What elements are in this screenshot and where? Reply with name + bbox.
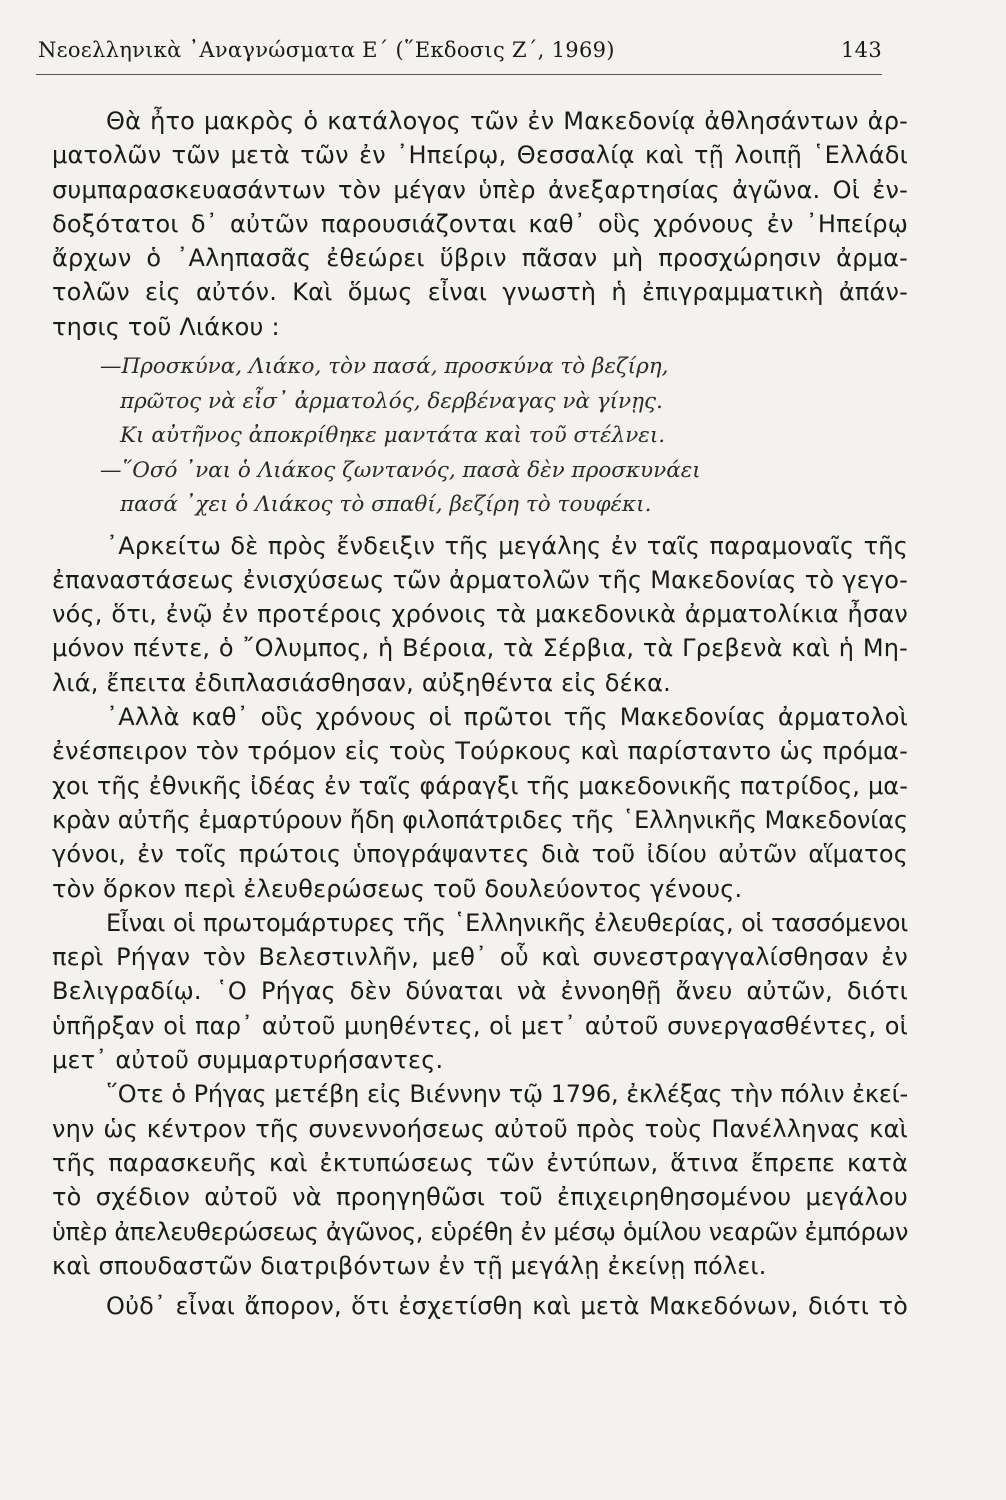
verse-line: Κι αὐτῆνος ἀποκρίθηκε μαντάτα καὶ τοῦ στέλνει. [120, 423, 666, 449]
text-line: ἐνέσπειρον τὸν τρόμον εἰς τοὺς Τούρκους καὶ παρίσταντο ὡς πρόμα- [52, 737, 908, 766]
verse-block [52, 350, 908, 523]
text-line: τησις τοῦ Λιάκου : [52, 312, 280, 341]
text-line: καὶ σπουδαστῶν διατριβόντων ἐν τῇ μεγάλῃ ἐκείνῃ πόλει. [52, 1251, 767, 1280]
text-line: τὸ σχέδιον αὐτοῦ νὰ προηγηθῶσι τοῦ ἐπιχειρηθησομένου μεγάλου [52, 1183, 908, 1212]
text-line: ματολῶν τῶν μετὰ τῶν ἐν ᾿Ηπείρῳ, Θεσσαλίᾳ καὶ τῇ λοιπῇ ῾Ελλάδι [52, 141, 908, 170]
text-line: τὸν ὅρκον περὶ ἐλευθερώσεως τοῦ δουλεύοντος γένους. [52, 874, 743, 903]
text-line: λιά, ἔπειτα ἐδιπλασιάσθησαν, αὐξηθέντα εἰς δέκα. [52, 668, 671, 697]
text-line: τολῶν εἰς αὐτόν. Καὶ ὅμως εἶναι γνωστὴ ἡ ἐπιγραμματικὴ ἀπάν- [52, 278, 908, 307]
verse-line: —Προσκύνα, Λιάκο, τὸν πασά, προσκύνα τὸ βεζίρη, [100, 354, 669, 380]
header-title: Νεοελληνικὰ ᾿Αναγνώσματα Ε΄ (῞Εκδοσις Ζ΄, 1969) [38, 38, 615, 62]
verse-line: —῞Οσό ᾿ναι ὁ Λιάκος ζωντανός, πασὰ δὲν προσκυνάει [100, 457, 701, 483]
paragraph-1 [52, 104, 908, 344]
verse-line: πασά ᾿χει ὁ Λιάκος τὸ σπαθί, βεζίρη τὸ τουφέκι. [120, 492, 652, 518]
text-line: δοξότατοι δ᾿ αὐτῶν παρουσιάζονται καθ᾿ οὓς χρόνους ἐν ᾿Ηπείρῳ [52, 209, 908, 238]
paragraph-2 [52, 529, 908, 700]
text-line: Θὰ ἦτο μακρὸς ὁ κατάλογος τῶν ἐν Μακεδονίᾳ ἀθλησάντων ἀρ- [106, 107, 908, 135]
text-line: ὑπῆρξαν οἱ παρ᾿ αὐτοῦ μυηθέντες, οἱ μετ᾿ αὐτοῦ συνεργασθέντες, οἱ [52, 1011, 908, 1040]
text-line: συμπαρασκευασάντων τὸν μέγαν ὑπὲρ ἀνεξαρτησίας ἀγῶνα. Οἱ ἐν- [52, 175, 908, 204]
text-line: χοι τῆς ἐθνικῆς ἰδέας ἐν ταῖς φάραγξι τῆς μακεδονικῆς πατρίδος, μα- [52, 771, 908, 800]
paragraph-5 [52, 1077, 908, 1283]
paragraph-6 [52, 1289, 908, 1323]
page-number: 143 [841, 38, 882, 62]
page-body [52, 104, 908, 1323]
text-line: τῆς παρασκευῆς καὶ ἐκτυπώσεως τῶν ἐντύπων, ἅτινα ἔπρεπε κατὰ [52, 1148, 908, 1177]
text-line: μόνον πέντε, ὁ ῎Ολυμπος, ἡ Βέροια, τὰ Σέρβια, τὰ Γρεβενὰ καὶ ἡ Μη- [52, 634, 908, 663]
text-line: ᾿Αρκείτω δὲ πρὸς ἔνδειξιν τῆς μεγάλης ἐν ταῖς παραμοναῖς τῆς [106, 531, 908, 560]
text-line: νην ὡς κέντρον τῆς συνεννοήσεως αὐτοῦ πρὸς τοὺς Πανέλληνας καὶ [52, 1114, 908, 1143]
text-line: περὶ Ρήγαν τὸν Βελεστινλῆν, μεθ᾿ οὗ καὶ συνεστραγγαλίσθησαν ἐν [52, 943, 908, 972]
text-line: νός, ὅτι, ἐνῷ ἐν προτέροις χρόνοις τὰ μακεδονικὰ ἀρματολίκια ἦσαν [52, 600, 908, 629]
paragraph-4 [52, 906, 908, 1077]
header-rule [36, 74, 882, 75]
running-header [38, 34, 882, 70]
text-line: ἄρχων ὁ ᾿Αληπασᾶς ἐθεώρει ὕβριν πᾶσαν μὴ προσχώρησιν ἀρμα- [52, 244, 908, 273]
text-line: κρὰν αὐτῆς ἐμαρτύρουν ἤδη φιλοπάτριδες τῆς ῾Ελληνικῆς Μακεδονίας [52, 805, 908, 834]
paragraph-3 [52, 700, 908, 906]
text-line: μετ᾿ αὐτοῦ συμμαρτυρήσαντες. [52, 1046, 444, 1075]
text-line: ὑπὲρ ἀπελευθερώσεως ἀγῶνος, εὑρέθη ἐν μέσῳ ὁμίλου νεαρῶν ἐμπόρων [52, 1217, 908, 1246]
text-line: ᾿Αλλὰ καθ᾿ οὓς χρόνους οἱ πρῶτοι τῆς Μακεδονίας ἀρματολοὶ [106, 703, 908, 732]
text-line: Βελιγραδίῳ. ῾Ο Ρήγας δὲν δύναται νὰ ἐννοηθῇ ἄνευ αὐτῶν, διότι [52, 977, 908, 1006]
text-line: Οὐδ᾿ εἶναι ἄπορον, ὅτι ἐσχετίσθη καὶ μετὰ Μακεδόνων, διότι τὸ [106, 1292, 908, 1321]
verse-line: πρῶτος νὰ εἶσ᾿ ἀρματολός, δερβέναγας νὰ γίνῃς. [120, 388, 663, 414]
text-line: γόνοι, ἐν τοῖς πρώτοις ὑπογράψαντες διὰ τοῦ ἰδίου αὐτῶν αἵματος [52, 840, 908, 869]
text-line: ἐπαναστάσεως ἐνισχύσεως τῶν ἀρματολῶν τῆς Μακεδονίας τὸ γεγο- [52, 565, 908, 594]
text-line: ῞Οτε ὁ Ρήγας μετέβη εἰς Βιέννην τῷ 1796, ἐκλέξας τὴν πόλιν ἐκεί- [106, 1080, 908, 1109]
text-line: Εἶναι οἱ πρωτομάρτυρες τῆς ῾Ελληνικῆς ἐλευθερίας, οἱ τασσόμενοι [106, 908, 908, 937]
